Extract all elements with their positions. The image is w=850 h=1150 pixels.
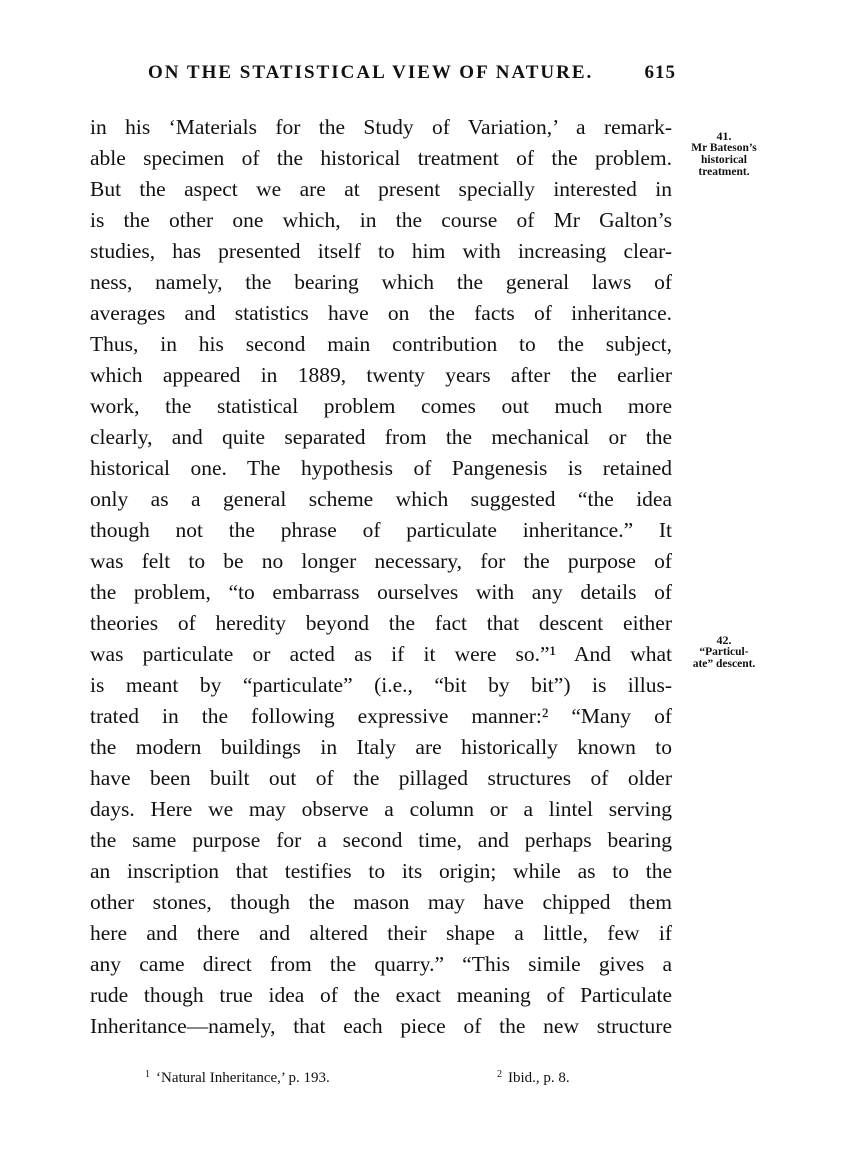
text-line: But the aspect we are at present specially interested in: [90, 177, 672, 201]
text-line: Inheritance—namely, that each piece of the new structure: [90, 1014, 672, 1038]
sidenote-42: [676, 634, 772, 670]
sidenote-text: “Particul-: [699, 646, 749, 658]
body-text: [90, 112, 672, 1042]
footnote-text: Ibid., p. 8.: [508, 1070, 570, 1086]
text-line: historical one. The hypothesis of Pangenesis is retained: [90, 456, 672, 480]
text-line: was felt to be no longer necessary, for the purpose of: [90, 549, 672, 573]
text-line: any came direct from the quarry.” “This simile gives a: [90, 952, 672, 976]
sidenote-text: ate” descent.: [692, 658, 756, 670]
text-line: ness, namely, the bearing which the general laws of: [90, 270, 672, 294]
text-line: Thus, in his second main contribution to the subject,: [90, 332, 672, 356]
text-line: is meant by “particulate” (i.e., “bit by bit”) is illus-: [90, 673, 672, 697]
text-line: was particulate or acted as if it were so.”¹ And what: [90, 642, 672, 666]
footnote-mark: 2: [497, 1069, 502, 1080]
text-line: other stones, though the mason may have chipped them: [90, 890, 672, 914]
text-line: averages and statistics have on the facts of inheritance.: [90, 301, 672, 325]
text-line: the problem, “to embarrass ourselves with any details of: [90, 580, 672, 604]
footnotes: [145, 1069, 685, 1093]
text-line: in his ‘Materials for the Study of Variation,’ a remark-: [90, 115, 672, 139]
footnote-2: [497, 1069, 570, 1087]
footnote-mark: 1: [145, 1069, 150, 1080]
running-head: [148, 62, 676, 92]
text-line: have been built out of the pillaged structures of older: [90, 766, 672, 790]
text-line: which appeared in 1889, twenty years after the earlier: [90, 363, 672, 387]
sidenote-number: 41.: [716, 129, 732, 143]
text-line: clearly, and quite separated from the mechanical or the: [90, 425, 672, 449]
page-number: 615: [644, 62, 676, 83]
text-line: the modern buildings in Italy are historically known to: [90, 735, 672, 759]
text-line: only as a general scheme which suggested “the idea: [90, 487, 672, 511]
text-line: an inscription that testifies to its origin; while as to the: [90, 859, 672, 883]
text-line: is the other one which, in the course of Mr Galton’s: [90, 208, 672, 232]
text-line: studies, has presented itself to him with increasing clear-: [90, 239, 672, 263]
running-title: ON THE STATISTICAL VIEW OF NATURE.: [148, 62, 594, 83]
footnote-1: [145, 1069, 330, 1087]
text-line: able specimen of the historical treatment of the problem.: [90, 146, 672, 170]
sidenote-text: historical: [701, 154, 747, 166]
text-line: theories of heredity beyond the fact that descent either: [90, 611, 672, 635]
text-line: trated in the following expressive manner:² “Many of: [90, 704, 672, 728]
text-line: work, the statistical problem comes out much more: [90, 394, 672, 418]
text-line: the same purpose for a second time, and perhaps bearing: [90, 828, 672, 852]
sidenote-number: 42.: [716, 633, 732, 647]
sidenote-text: Mr Bateson’s: [691, 142, 757, 154]
sidenote-text: treatment.: [698, 166, 750, 178]
text-line: rude though true idea of the exact meaning of Particulate: [90, 983, 672, 1007]
footnote-text: ‘Natural Inheritance,’ p. 193.: [156, 1070, 330, 1086]
sidenote-41: [676, 130, 772, 178]
text-line: though not the phrase of particulate inheritance.” It: [90, 518, 672, 542]
text-line: here and there and altered their shape a little, few if: [90, 921, 672, 945]
text-line: days. Here we may observe a column or a lintel serving: [90, 797, 672, 821]
